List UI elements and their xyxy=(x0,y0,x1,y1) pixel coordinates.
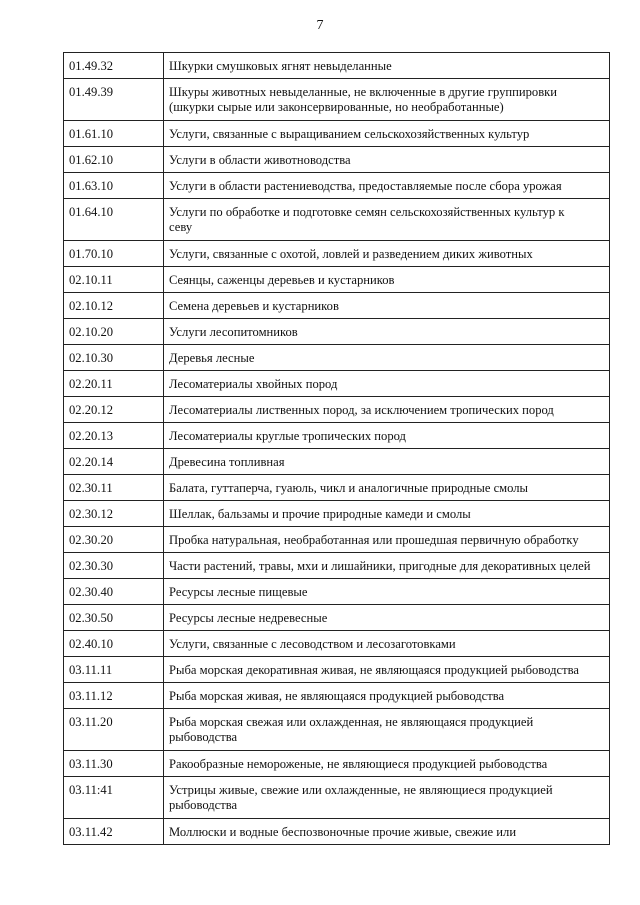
description-cell xyxy=(164,319,610,345)
code-cell: 03.11.12 xyxy=(64,683,164,709)
description-line: Шеллак, бальзамы и прочие природные камеди и смолы xyxy=(169,507,471,521)
description-line: Шкурки смушковых ягнят невыделанные xyxy=(169,59,392,73)
description-line: Услуги, связанные с лесоводством и лесозаготовками xyxy=(169,637,456,651)
code-cell: 03.11:41 xyxy=(64,777,164,819)
table-row xyxy=(64,53,610,79)
description-line: Моллюски и водные беспозвоночные прочие живые, свежие или xyxy=(169,825,517,839)
code-cell: 02.10.30 xyxy=(64,345,164,371)
table-row xyxy=(64,751,610,777)
table-row xyxy=(64,371,610,397)
description-cell xyxy=(164,53,610,79)
description-cell xyxy=(164,553,610,579)
code-cell: 02.20.12 xyxy=(64,397,164,423)
description-cell xyxy=(164,709,610,751)
description-line: рыбоводства xyxy=(169,730,238,744)
description-cell xyxy=(164,777,610,819)
code-cell: 02.40.10 xyxy=(64,631,164,657)
code-cell: 02.30.30 xyxy=(64,553,164,579)
code-cell: 01.61.10 xyxy=(64,121,164,147)
table-body xyxy=(64,53,610,845)
description-line: Балата, гуттаперча, гуаюль, чикл и аналогичные природные смолы xyxy=(169,481,529,495)
description-line: Услуги в области животноводства xyxy=(169,153,351,167)
table-row xyxy=(64,241,610,267)
code-cell: 02.30.12 xyxy=(64,501,164,527)
table-row xyxy=(64,579,610,605)
description-cell xyxy=(164,199,610,241)
description-line: Услуги в области растениеводства, предоставляемые после сбора урожая xyxy=(169,179,562,193)
table-row xyxy=(64,147,610,173)
description-line: Рыба морская живая, не являющаяся продукцией рыбоводства xyxy=(169,689,505,703)
description-line: Услуги, связанные с охотой, ловлей и разведением диких животных xyxy=(169,247,533,261)
description-line: Устрицы живые, свежие или охлажденные, не являющиеся продукцией xyxy=(169,783,553,797)
table-row xyxy=(64,319,610,345)
table-row xyxy=(64,605,610,631)
code-cell: 02.10.20 xyxy=(64,319,164,345)
code-cell: 03.11.20 xyxy=(64,709,164,751)
description-line: Услуги, связанные с выращиванием сельскохозяйственных культур xyxy=(169,127,530,141)
code-cell: 02.30.50 xyxy=(64,605,164,631)
description-cell xyxy=(164,501,610,527)
code-cell: 03.11.11 xyxy=(64,657,164,683)
description-line: (шкурки сырые или законсервированные, но необработанные) xyxy=(169,100,504,114)
table-row xyxy=(64,553,610,579)
description-line: Ресурсы лесные недревесные xyxy=(169,611,328,625)
description-cell xyxy=(164,423,610,449)
okpd-classifier-table xyxy=(63,52,610,845)
code-cell: 02.20.14 xyxy=(64,449,164,475)
description-line: Сеянцы, саженцы деревьев и кустарников xyxy=(169,273,395,287)
description-cell xyxy=(164,657,610,683)
code-cell: 02.30.11 xyxy=(64,475,164,501)
description-cell xyxy=(164,345,610,371)
description-line: Услуги по обработке и подготовке семян сельскохозяйственных культур к xyxy=(169,205,565,219)
description-line: Деревья лесные xyxy=(169,351,255,365)
table-row xyxy=(64,199,610,241)
description-cell xyxy=(164,267,610,293)
code-cell: 01.62.10 xyxy=(64,147,164,173)
table-row xyxy=(64,527,610,553)
table-row xyxy=(64,397,610,423)
table-row xyxy=(64,475,610,501)
table-row xyxy=(64,819,610,845)
description-line: Услуги лесопитомников xyxy=(169,325,298,339)
description-cell xyxy=(164,449,610,475)
table-row xyxy=(64,709,610,751)
description-line: Рыба морская свежая или охлажденная, не являющаяся продукцией xyxy=(169,715,534,729)
description-line: Ресурсы лесные пищевые xyxy=(169,585,308,599)
table-row xyxy=(64,657,610,683)
description-cell xyxy=(164,371,610,397)
table-row xyxy=(64,501,610,527)
description-cell xyxy=(164,241,610,267)
description-cell xyxy=(164,631,610,657)
description-cell xyxy=(164,527,610,553)
table-row xyxy=(64,293,610,319)
description-line: Пробка натуральная, необработанная или прошедшая первичную обработку xyxy=(169,533,579,547)
description-cell xyxy=(164,147,610,173)
description-line: Семена деревьев и кустарников xyxy=(169,299,339,313)
description-cell xyxy=(164,121,610,147)
table-row xyxy=(64,79,610,121)
description-line: Части растений, травы, мхи и лишайники, пригодные для декоративных целей xyxy=(169,559,591,573)
description-line: Рыба морская декоративная живая, не являющаяся продукцией рыбоводства xyxy=(169,663,579,677)
code-cell: 02.20.13 xyxy=(64,423,164,449)
table-row xyxy=(64,173,610,199)
description-cell xyxy=(164,79,610,121)
description-cell xyxy=(164,751,610,777)
description-line: севу xyxy=(169,220,193,234)
description-cell xyxy=(164,819,610,845)
table-row xyxy=(64,449,610,475)
description-cell xyxy=(164,683,610,709)
code-cell: 02.30.20 xyxy=(64,527,164,553)
table-row xyxy=(64,777,610,819)
table-row xyxy=(64,267,610,293)
code-cell: 02.10.12 xyxy=(64,293,164,319)
table-row xyxy=(64,683,610,709)
description-cell xyxy=(164,579,610,605)
description-line: Шкуры животных невыделанные, не включенные в другие группировки xyxy=(169,85,558,99)
code-cell: 03.11.30 xyxy=(64,751,164,777)
description-line: Ракообразные немороженые, не являющиеся продукцией рыбоводства xyxy=(169,757,548,771)
description-line: Древесина топливная xyxy=(169,455,285,469)
table-row xyxy=(64,423,610,449)
code-cell: 01.49.32 xyxy=(64,53,164,79)
table-row xyxy=(64,631,610,657)
code-cell: 01.49.39 xyxy=(64,79,164,121)
page-number: 7 xyxy=(316,18,324,33)
code-cell: 01.63.10 xyxy=(64,173,164,199)
code-cell: 02.30.40 xyxy=(64,579,164,605)
description-cell xyxy=(164,475,610,501)
description-line: Лесоматериалы хвойных пород xyxy=(169,377,338,391)
description-cell xyxy=(164,173,610,199)
description-cell xyxy=(164,605,610,631)
table-row xyxy=(64,121,610,147)
description-cell xyxy=(164,397,610,423)
code-cell: 01.64.10 xyxy=(64,199,164,241)
code-cell: 01.70.10 xyxy=(64,241,164,267)
code-cell: 02.10.11 xyxy=(64,267,164,293)
table-row xyxy=(64,345,610,371)
description-line: Лесоматериалы круглые тропических пород xyxy=(169,429,406,443)
code-cell: 02.20.11 xyxy=(64,371,164,397)
description-line: Лесоматериалы лиственных пород, за исключением тропических пород xyxy=(169,403,554,417)
description-cell xyxy=(164,293,610,319)
description-line: рыбоводства xyxy=(169,798,238,812)
code-cell: 03.11.42 xyxy=(64,819,164,845)
